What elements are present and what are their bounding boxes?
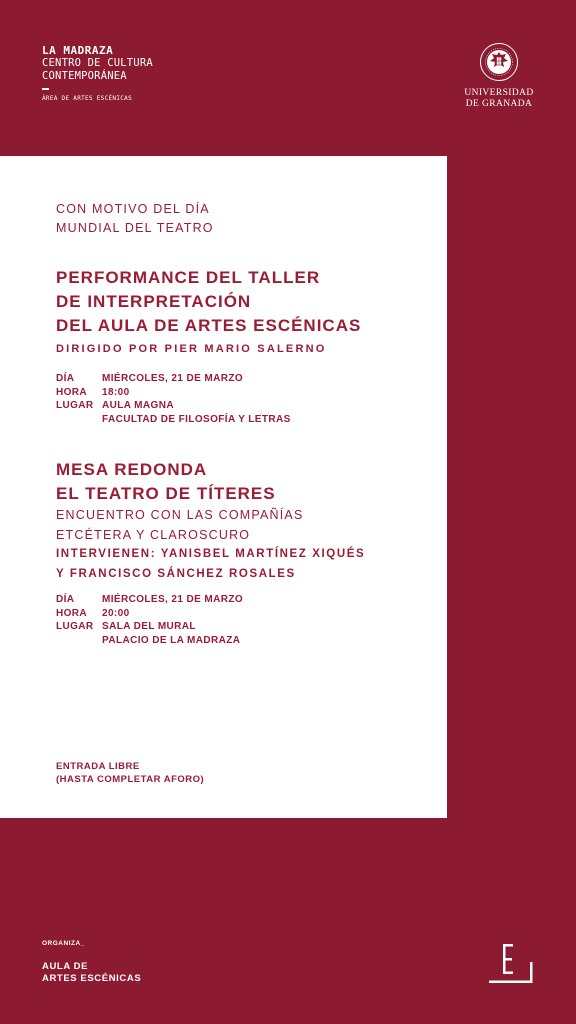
intro-line-2: MUNDIAL DEL TEATRO xyxy=(56,221,214,235)
event2-title-line-1: MESA REDONDA xyxy=(56,460,208,479)
event2-meeting-line-2: ETCÉTERA Y CLAROSCURO xyxy=(56,527,251,542)
university-logo xyxy=(462,42,536,110)
university-line-2: DE GRANADA xyxy=(465,99,533,109)
event2-time: 20:00 xyxy=(102,607,130,619)
event1-time-label: HORA xyxy=(56,386,88,398)
venue-title: LA MADRAZA xyxy=(42,44,114,57)
event1-day-label: DÍA xyxy=(56,373,75,384)
venue-line-2: CONTEMPORÁNEA xyxy=(42,70,127,82)
university-line-1: UNIVERSIDAD xyxy=(464,88,534,98)
event2-title xyxy=(56,458,276,506)
event2-speakers-line-1: INTERVIENEN: YANISBEL MARTÍNEZ XIQUÉS xyxy=(56,548,366,560)
event2-details xyxy=(56,593,243,647)
event1-day: MIÉRCOLES, 21 DE MARZO xyxy=(102,373,244,384)
event1-place-label: LUGAR xyxy=(56,400,94,411)
event2-speakers-line-2: Y FRANCISCO SÁNCHEZ ROSALES xyxy=(56,568,296,580)
venue-dash xyxy=(42,88,49,90)
event1-title-line-3: DEL AULA DE ARTES ESCÉNICAS xyxy=(56,316,362,335)
footer-organizer xyxy=(42,940,141,985)
eagle-seal-icon xyxy=(479,42,519,82)
event2-meeting xyxy=(56,506,303,545)
event1-title xyxy=(56,266,361,338)
event1-title-line-1: PERFORMANCE DEL TALLER xyxy=(56,268,321,287)
event2-meeting-line-1: ENCUENTRO CON LAS COMPAÑÍAS xyxy=(56,508,304,522)
e-logo-icon xyxy=(487,944,535,986)
organizer-line-1: AULA DE xyxy=(42,961,89,972)
entry-line-2: (HASTA COMPLETAR AFORO) xyxy=(56,774,205,785)
entry-line-1: ENTRADA LIBRE xyxy=(56,761,140,772)
event2-day: MIÉRCOLES, 21 DE MARZO xyxy=(102,594,244,605)
intro-text xyxy=(56,200,214,238)
organiza-label: ORGANIZA_ xyxy=(42,940,85,947)
event1-director: DIRIGIDO POR PIER MARIO SALERNO xyxy=(56,343,327,355)
event1-time: 18:00 xyxy=(102,386,130,398)
event2-place: SALA DEL MURAL xyxy=(102,621,196,632)
event1-title-line-2: DE INTERPRETACIÓN xyxy=(56,292,252,311)
event2-day-label: DÍA xyxy=(56,594,75,605)
event2-speakers xyxy=(56,544,365,584)
entry-info xyxy=(56,760,204,786)
organizer-line-2: ARTES ESCÉNICAS xyxy=(42,973,142,984)
venue-area: ÁREA DE ARTES ESCÉNICAS xyxy=(42,94,132,102)
event2-place-label: LUGAR xyxy=(56,621,94,632)
header-venue xyxy=(42,44,153,102)
event1-details xyxy=(56,372,291,426)
event1-place: AULA MAGNA xyxy=(102,400,174,411)
event1-place-2: FACULTAD DE FILOSOFÍA Y LETRAS xyxy=(102,413,291,425)
event2-title-line-2: EL TEATRO DE TÍTERES xyxy=(56,484,276,503)
event2-time-label: HORA xyxy=(56,607,88,619)
event2-place-2: PALACIO DE LA MADRAZA xyxy=(102,634,241,646)
intro-line-1: CON MOTIVO DEL DÍA xyxy=(56,202,210,216)
venue-line-1: CENTRO DE CULTURA xyxy=(42,57,153,69)
